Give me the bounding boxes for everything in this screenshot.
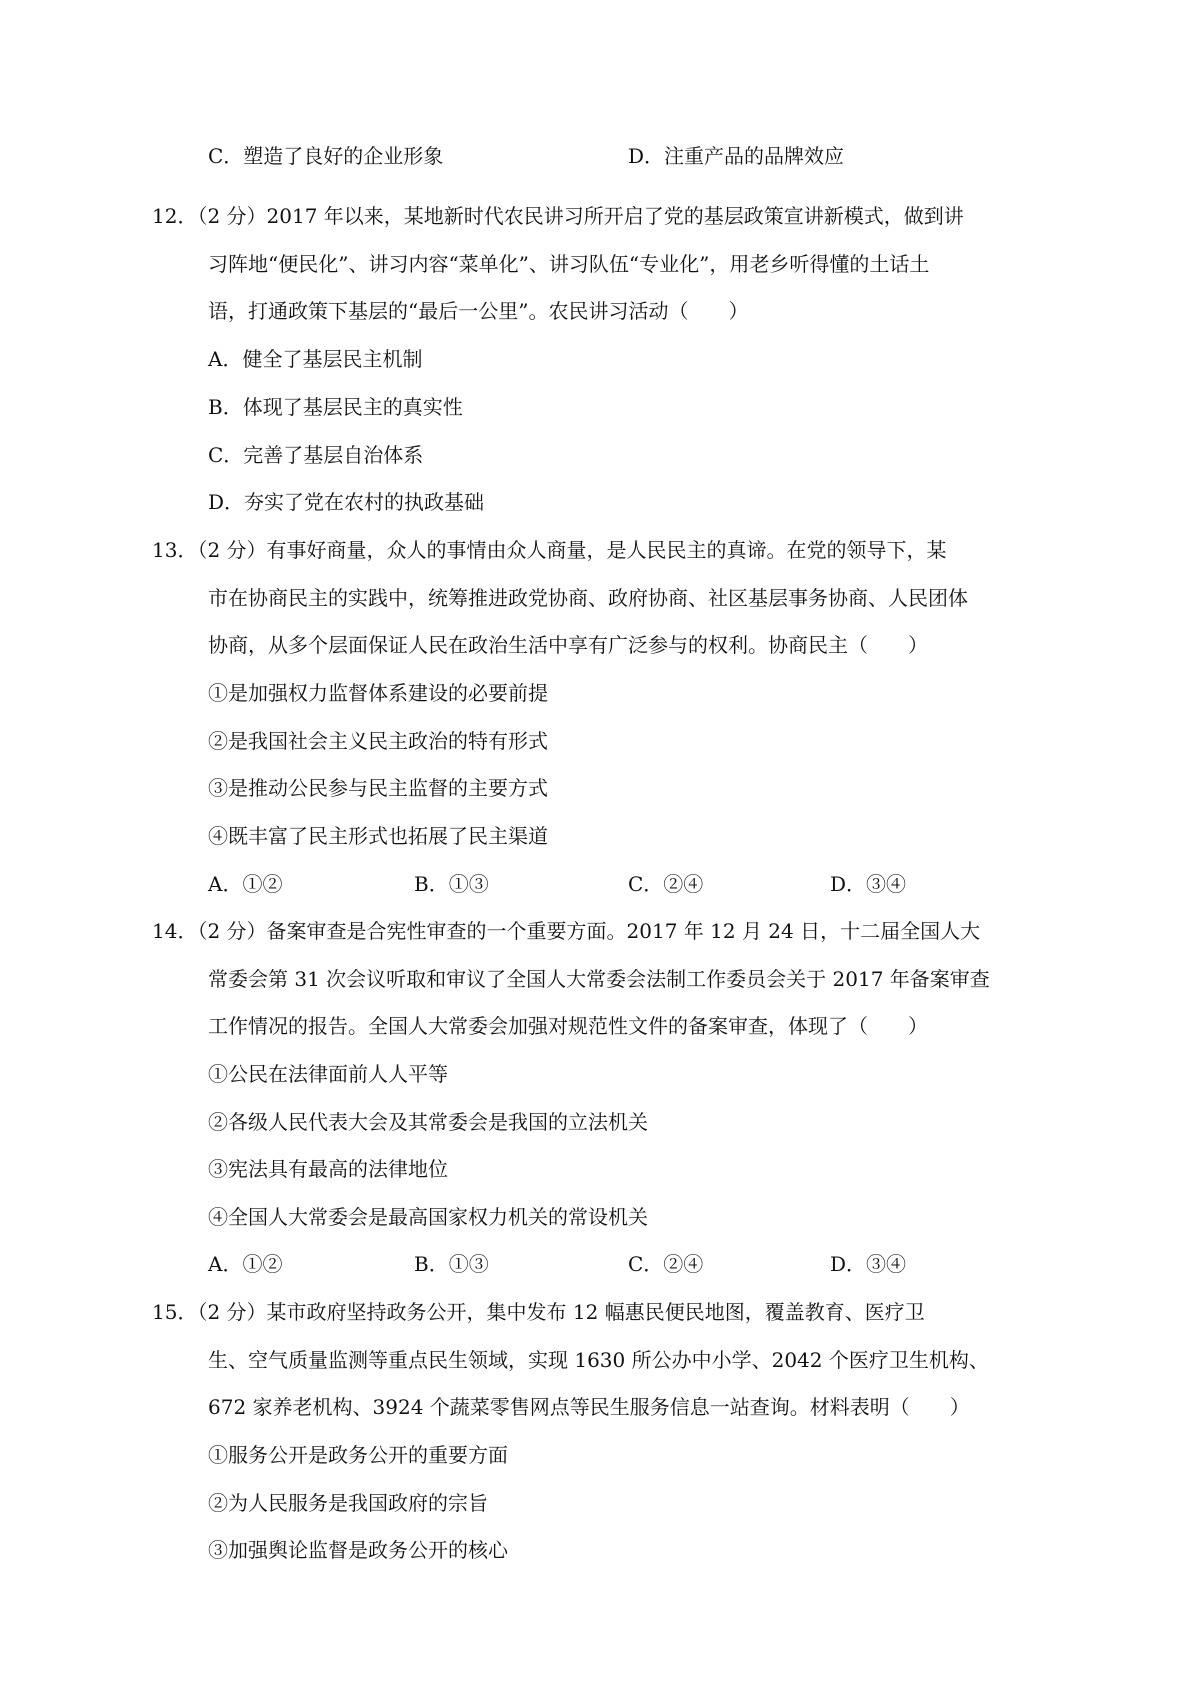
q14-choice-c: C．②④ xyxy=(628,1252,704,1276)
q12-option-b: B．体现了基层民主的真实性 xyxy=(208,395,463,419)
q14-stem-line-2: 常委会第 31 次会议听取和审议了全国人大常委会法制工作委员会关于 2017 年备案审查 xyxy=(208,967,990,991)
q14-choice-b: B．①③ xyxy=(414,1252,489,1276)
q11-option-d: D．注重产品的品牌效应 xyxy=(628,144,845,168)
q12-option-a: A．健全了基层民主机制 xyxy=(208,347,423,371)
q13-statement-4: ④既丰富了民主形式也拓展了民主渠道 xyxy=(208,824,548,848)
q13-statement-1: ①是加强权力监督体系建设的必要前提 xyxy=(208,681,548,705)
q13-choice-a: A．①② xyxy=(208,872,283,896)
q14-statement-4: ④全国人大常委会是最高国家权力机关的常设机关 xyxy=(208,1205,648,1229)
q12-option-c: C．完善了基层自治体系 xyxy=(208,443,424,467)
q13-statement-3: ③是推动公民参与民主监督的主要方式 xyxy=(208,776,548,800)
q14-statement-2: ②各级人民代表大会及其常委会是我国的立法机关 xyxy=(208,1110,648,1134)
q13-choice-c: C．②④ xyxy=(628,872,704,896)
q15-statement-3: ③加强舆论监督是政务公开的核心 xyxy=(208,1538,508,1562)
q12-stem-line-2: 习阵地“便民化”、讲习内容“菜单化”、讲习队伍“专业化”，用老乡听得懂的土话土 xyxy=(208,252,930,276)
q13-statement-2: ②是我国社会主义民主政治的特有形式 xyxy=(208,729,548,753)
q12-option-d: D．夯实了党在农村的执政基础 xyxy=(208,490,485,514)
q13-stem-line-2: 市在协商民主的实践中，统筹推进政党协商、政府协商、社区基层事务协商、人民团体 xyxy=(208,586,968,610)
q13-choice-b: B．①③ xyxy=(414,872,489,896)
q15-stem-line-3: 672 家养老机构、3924 个蔬菜零售网点等民生服务信息一站查询。材料表明（ ） xyxy=(208,1395,970,1419)
q14-choice-d: D．③④ xyxy=(830,1252,907,1276)
q14-stem-line-1: 14．（2 分）备案审查是合宪性审查的一个重要方面。2017 年 12 月 24 日，十二届全国人大 xyxy=(152,919,981,943)
q13-choice-d: D．③④ xyxy=(830,872,907,896)
q15-statement-1: ①服务公开是政务公开的重要方面 xyxy=(208,1443,508,1467)
q14-stem-line-3: 工作情况的报告。全国人大常委会加强对规范性文件的备案审查，体现了（ ） xyxy=(208,1014,928,1038)
q13-stem-line-3: 协商，从多个层面保证人民在政治生活中享有广泛参与的权利。协商民主（ ） xyxy=(208,633,928,657)
q11-option-c: C．塑造了良好的企业形象 xyxy=(208,144,444,168)
q14-statement-3: ③宪法具有最高的法律地位 xyxy=(208,1157,448,1181)
q13-stem-line-1: 13．（2 分）有事好商量，众人的事情由众人商量，是人民民主的真谛。在党的领导下，某 xyxy=(152,538,947,562)
q14-choice-a: A．①② xyxy=(208,1252,283,1276)
q14-statement-1: ①公民在法律面前人人平等 xyxy=(208,1062,448,1086)
q15-statement-2: ②为人民服务是我国政府的宗旨 xyxy=(208,1491,488,1515)
q12-stem-line-1: 12．（2 分）2017 年以来，某地新时代农民讲习所开启了党的基层政策宣讲新模式，做到讲 xyxy=(152,204,964,228)
q15-stem-line-2: 生、空气质量监测等重点民生领域，实现 1630 所公办中小学、2042 个医疗卫生机构、 xyxy=(208,1348,989,1372)
q12-stem-line-3: 语，打通政策下基层的“最后一公里”。农民讲习活动（ ） xyxy=(208,299,749,323)
q15-stem-line-1: 15．（2 分）某市政府坚持政务公开，集中发布 12 幅惠民便民地图，覆盖教育、医疗卫 xyxy=(152,1300,925,1324)
